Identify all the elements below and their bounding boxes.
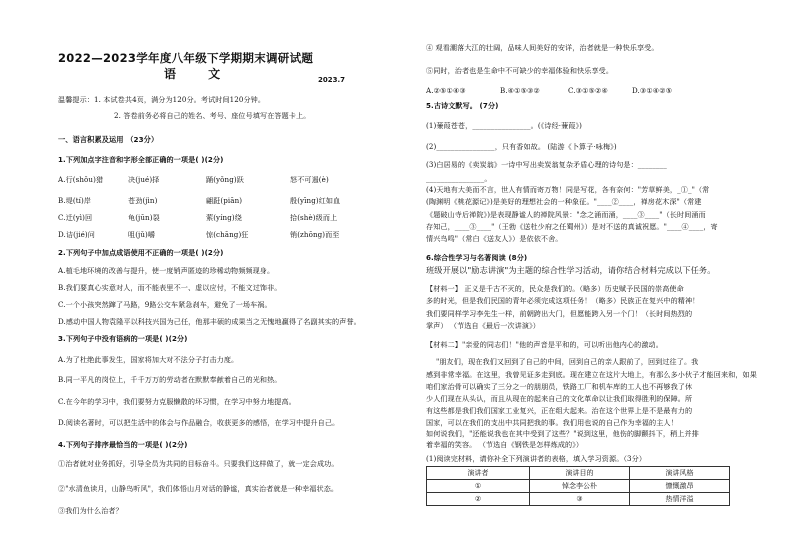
question-4-stem: 4.下列句子排序最恰当的一项是( )(2分) (58, 440, 188, 449)
section-heading: 一、语言积累及运用 （23分） (58, 135, 159, 144)
subject-title: 语 文 (164, 67, 235, 81)
option-cell: 翩跹(piān) (206, 196, 243, 205)
question-3-option-a: A.为了杜绝此事发生，国家将加大对不法分子打击力度。 (58, 355, 239, 364)
material-2-line-7: 国家，可以在我们的支出中共同把我的事。我们用也说的自己作为幸福的主人！ (426, 418, 678, 427)
question-5-stem: 5.古诗文默写。 (7分) (426, 101, 499, 110)
question-4-sentence-1: ①治者就对业务抓好，引导全员为共同的目标奋斗。只要我们这样做了，就一定会成功。 (58, 459, 339, 468)
table-header: 演讲者 (427, 467, 530, 480)
material-2-line-4: 咱们家治骨可以确实了三分之一的朋朋员，铁路工厂和机车库的工人也不再够我了休 (426, 382, 693, 391)
question-2-stem: 2.下列句子中加点成语使用不正确的一项是( )(2分) (58, 248, 224, 257)
option-d: D.③①④②⑤ (632, 86, 673, 95)
material-2-line-2: "朋友们，现在我们又回到了自己的中间，回到自己的亲人跟前了，回到过往了。我 (436, 357, 699, 366)
question-2-option-a: A.植毛地环境的改善与提升，使一度销声匿迹的珍稀动物频频现身。 (58, 266, 275, 275)
table-header: 演讲目的 (530, 467, 630, 480)
option-cell: A.行(shǒu)猎 (58, 175, 104, 184)
option-cell: 决(jué)择 (128, 175, 160, 184)
option-cell: 殷(yīng)红如血 (290, 196, 341, 205)
question-4-sentence-2: ②"水清鱼读月，山静鸟听风"，我们体悟山月对话的静谧，真实治者就是一种幸福状态。 (58, 484, 339, 493)
tips-line-2: 2. 答卷前务必将自己的姓名、考号、座位号填写在答题卡上。 (114, 111, 311, 120)
question-3-stem: 3.下列句子中没有语病的一项是( )(2分) (58, 334, 188, 343)
option-cell: 萦(yíng)绕 (206, 213, 242, 222)
table-cell: 悼念李公朴 (530, 480, 630, 493)
material-2-line-3: 感到非常幸福。在这里，我曾见证多走到底。现在建立在这片大地上，有那么多小伙子才能回来和，如果 (426, 370, 757, 379)
question-1-stem: 1.下列加点字注音和字形全部正确的一项是( )(2分) (58, 155, 224, 164)
recite-line-5: (4)天地有大美而不言，世人有情而寄万物！同是写花，各有奈何："芳草鲜美，_①_"（常 (426, 185, 710, 194)
option-c: C.③①⑤②④ (568, 86, 608, 95)
option-cell: C.迁(yì)回 (58, 213, 93, 222)
recite-line-9: 情兴鸟鸣"（常白《送友人》）是依依不舍。 (426, 234, 563, 243)
option-cell: B.堤(tí)岸 (58, 196, 92, 205)
table-header-row (427, 467, 730, 480)
recite-line-2: (2)________________，只有香如故。 (陆游《卜算子·咏梅》) (426, 142, 617, 151)
speaker-table (426, 466, 730, 506)
material-1-line-1: 【材料一】 正义是千古不灭的，民众是我们的。（略多）历史赋予民国的崇高使命 (426, 284, 684, 293)
option-cell: D.诘(jié)问 (58, 230, 95, 239)
tips-line-1: 温馨提示：1. 本试卷共4页，满分为120分。考试时间120分钟。 (58, 95, 266, 104)
question-4-sentence-3: ③我们为什么治者？ (58, 506, 123, 515)
question-2-option-b: B.我们要真心实意对人，而不能表里不一、虚以应付，不能文过饰非。 (58, 283, 282, 292)
exam-title: 2022—2023学年度八年级下学期期末调研试题 (58, 51, 314, 65)
exam-date: 2023.7 (318, 76, 346, 84)
question-2-option-c: C.一个小孩突然蹿了马路，9路公交车紧急刹车，避免了一场车祸。 (58, 300, 272, 309)
table-cell: ② (427, 493, 530, 506)
material-1-line-4: 掌声） （节选自《最后一次讲演》） (426, 321, 540, 330)
question-3-option-d: D.阅读名著时，可以把生活中的体会与作品融合，收获更多的感悟，在学习中提升自己。 (58, 418, 340, 427)
option-cell: 拾(shè)级而上 (290, 213, 338, 222)
question-2-option-d: D.感动中国人物袁隆平以科技兴国为己任，他那丰硕的成果当之无愧地赢得了名副其实的声誉。 (58, 317, 361, 326)
recite-line-6: (陶渊明《桃花源记》)是美好的理想社会的一种象征。"____②____，禅房花木深"（常建 (426, 197, 702, 206)
recite-line-1: (1)蒹葭苍苍，________________。(《诗经·蒹葭》) (426, 121, 583, 130)
material-2-line-5: 少人们现在从头认，而且从现在的起来自己的文化革命以让我们取得胜利的保障。所 (426, 394, 693, 403)
option-cell: 苍劲(jìn) (128, 196, 158, 205)
material-1-line-3: 我们要同样学习李先生一样，前朝跨出大门，但愿能跨入另一个门！（长时间热烈的 (426, 309, 693, 318)
table-cell: ① (427, 480, 530, 493)
recite-line-8: 存知己，____③____"（王勃《送杜少府之任蜀州》）是对不送的真诚祝愿。"____④____，寄 (426, 222, 718, 231)
material-2-line-8: 如何说我们，"还能说我也在其中受到了这些？"说到这里，他伤的脚颤抖下，稍上并排 (426, 429, 699, 438)
option-cell: 销(zhōng)而至 (290, 230, 340, 239)
material-1-line-2: 多的时光，但是我们民国的青年必须完成这项任务！（略多）民族正在复兴中的精神！ (426, 296, 700, 305)
material-2-line-6: 有这些都是我们我们国家工业复兴，正在组大起来。治在这个世界上是不是最有力的 (426, 406, 693, 415)
table-cell: ③ (530, 493, 630, 506)
question-4-sentence-4: ④ 观看潮落大江的壮阔，品味人间美好的安详，治者就是一种快乐享受。 (426, 43, 659, 52)
recite-line-4: ________________。 (426, 174, 492, 183)
question-4-sentence-5: ⑤同时，治者也是生命中不可缺少的幸福体验和快乐享受。 (426, 66, 614, 75)
task-1-stem: (1)阅读完材料，请你补全下列演讲者的表格，填入学习资源。（3分） (426, 454, 647, 463)
question-3-option-b: B.同一平凡的岗位上，千千万万的劳动者在默默奉献着自己的光和热。 (58, 375, 282, 384)
question-6-stem: 6.综合性学习与名著阅读 (8分) (426, 253, 528, 262)
option-cell: 惊(chāng)狂 (206, 230, 249, 239)
material-2-line-1: 【材料二】"亲爱的同志们！"他的声音是平和的，可以听出他内心的激动。 (426, 340, 663, 349)
table-cell: 慷慨激昂 (630, 480, 730, 493)
table-row (427, 493, 730, 506)
option-cell: 咀(jǔ)嚼 (128, 230, 156, 239)
option-b: B.④①⑤③② (500, 86, 540, 95)
option-cell: 龟(jūn)裂 (128, 213, 160, 222)
question-6-intro: 班级开展以"励志讲演"为主题的综合性学习活动，请你结合材料完成以下任务。 (426, 265, 716, 275)
table-header: 演讲风格 (630, 467, 730, 480)
right-column (422, 0, 757, 560)
table-cell: 热情洋溢 (630, 493, 730, 506)
recite-line-3: (3)白居易的《卖炭翁》一诗中写出卖炭翁复杂矛盾心理的诗句是：________ (426, 160, 667, 169)
left-column (58, 0, 380, 560)
recite-line-7: 《题破山寺后禅院》)是表现静谧人的禅院风景："念之涌而涌，____③____"（长时间涌而 (426, 210, 706, 219)
option-cell: 怒不可遏(è) (290, 175, 329, 184)
table-row (427, 480, 730, 493)
question-3-option-c: C.在今年的学习中，我们要努力克服懒散的坏习惯，在学习中努力地提高。 (58, 397, 296, 406)
material-2-line-9: 着幸福的笑容。 （节选自《钢铁是怎样炼成的》） (426, 440, 584, 449)
option-a: A.②⑤①④③ (426, 86, 466, 95)
option-cell: 踊(yǒng)跃 (206, 175, 244, 184)
